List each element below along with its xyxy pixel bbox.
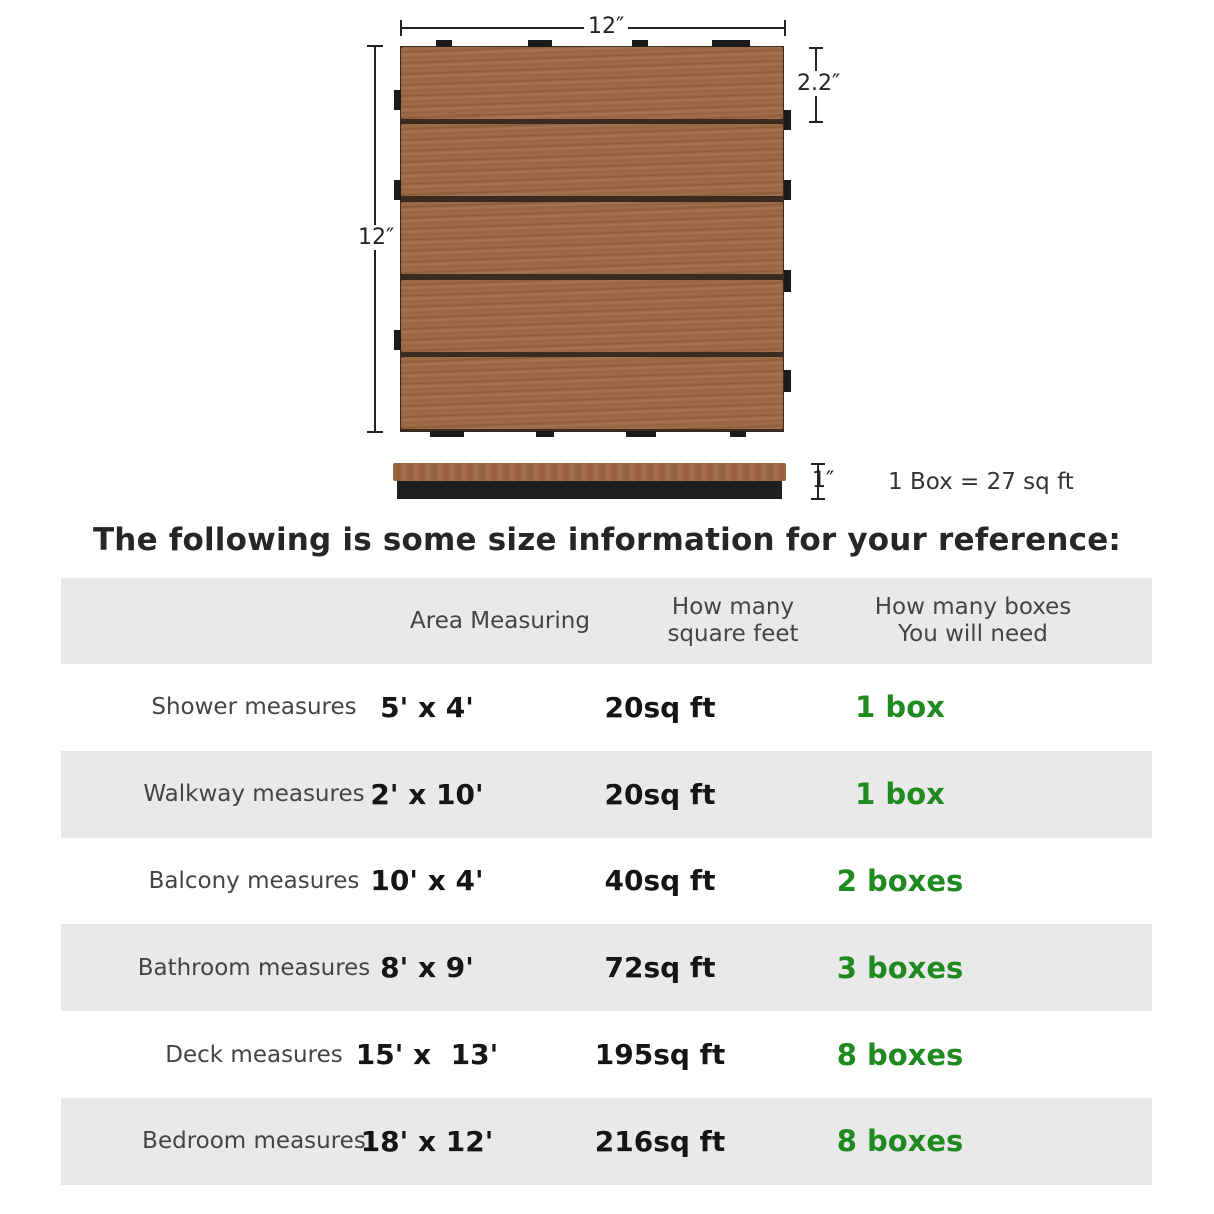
interlock-clip [784, 180, 791, 200]
table-row [61, 924, 1152, 1011]
interlock-clip [536, 431, 554, 437]
interlock-clip [430, 431, 464, 437]
interlock-clip [784, 270, 791, 292]
plank [401, 124, 783, 196]
row-label: Walkway measures [143, 781, 365, 808]
row-area: 18' x 12' [360, 1124, 494, 1158]
row-label: Bedroom measures [142, 1128, 366, 1155]
row-sqft: 40sq ft [604, 864, 716, 898]
row-label: Shower measures [151, 694, 357, 721]
header-boxes-line2: You will need [898, 621, 1048, 647]
row-sqft: 20sq ft [604, 690, 716, 724]
row-boxes: 1 box [855, 777, 945, 812]
row-sqft: 216sq ft [594, 1124, 726, 1158]
row-area: 15' x 13' [355, 1038, 499, 1072]
table-row [61, 1011, 1152, 1098]
header-area: Area Measuring [410, 607, 590, 634]
wood-tile-top-view [400, 46, 784, 432]
table-header-row [61, 578, 1152, 664]
table-row [61, 1098, 1152, 1185]
row-area: 10' x 4' [370, 864, 484, 898]
row-boxes: 8 boxes [836, 1124, 964, 1159]
row-area: 8' x 9' [380, 951, 474, 985]
row-sqft: 72sq ft [604, 951, 716, 985]
row-label: Deck measures [165, 1041, 343, 1068]
header-boxes-line1: How many boxes [874, 594, 1072, 620]
plank [401, 202, 783, 274]
plank-width-label: 2.2″ [793, 71, 844, 96]
thickness-label: 1″ [812, 468, 835, 493]
row-boxes: 8 boxes [836, 1037, 964, 1072]
interlock-clip [784, 370, 791, 392]
table-row [61, 751, 1152, 838]
row-label: Bathroom measures [137, 954, 371, 981]
size-reference-table [61, 578, 1152, 1185]
interlock-clip [436, 40, 452, 47]
interlock-clip [528, 40, 552, 47]
interlock-clip [394, 90, 401, 110]
row-area: 2' x 10' [370, 777, 484, 811]
table-row [61, 664, 1152, 751]
row-boxes: 3 boxes [836, 950, 964, 985]
plank [401, 357, 783, 429]
row-sqft: 195sq ft [594, 1038, 726, 1072]
table-row [61, 838, 1152, 925]
plank [401, 280, 783, 352]
interlock-clip [730, 431, 746, 437]
interlock-clip [712, 40, 750, 47]
row-area: 5' x 4' [380, 690, 474, 724]
header-square-feet [600, 594, 866, 648]
header-sqft-line2: square feet [667, 621, 799, 647]
row-boxes: 2 boxes [836, 863, 964, 898]
wood-tile-side-view [393, 463, 786, 499]
row-boxes: 1 box [855, 690, 945, 725]
header-boxes [866, 594, 1080, 648]
width-dimension-label: 12″ [584, 14, 628, 39]
interlock-clip [394, 330, 401, 350]
box-coverage-note: 1 Box = 27 sq ft [888, 469, 1074, 495]
header-sqft-line1: How many [671, 594, 795, 620]
interlock-clip [632, 40, 648, 47]
height-dimension-label: 12″ [354, 225, 398, 250]
page-heading: The following is some size information for your reference: [92, 522, 1122, 558]
row-label: Balcony measures [148, 867, 360, 894]
interlock-clip [394, 180, 401, 200]
plank [401, 47, 783, 119]
row-sqft: 20sq ft [604, 777, 716, 811]
interlock-clip [784, 110, 791, 130]
interlock-clip [626, 431, 656, 437]
